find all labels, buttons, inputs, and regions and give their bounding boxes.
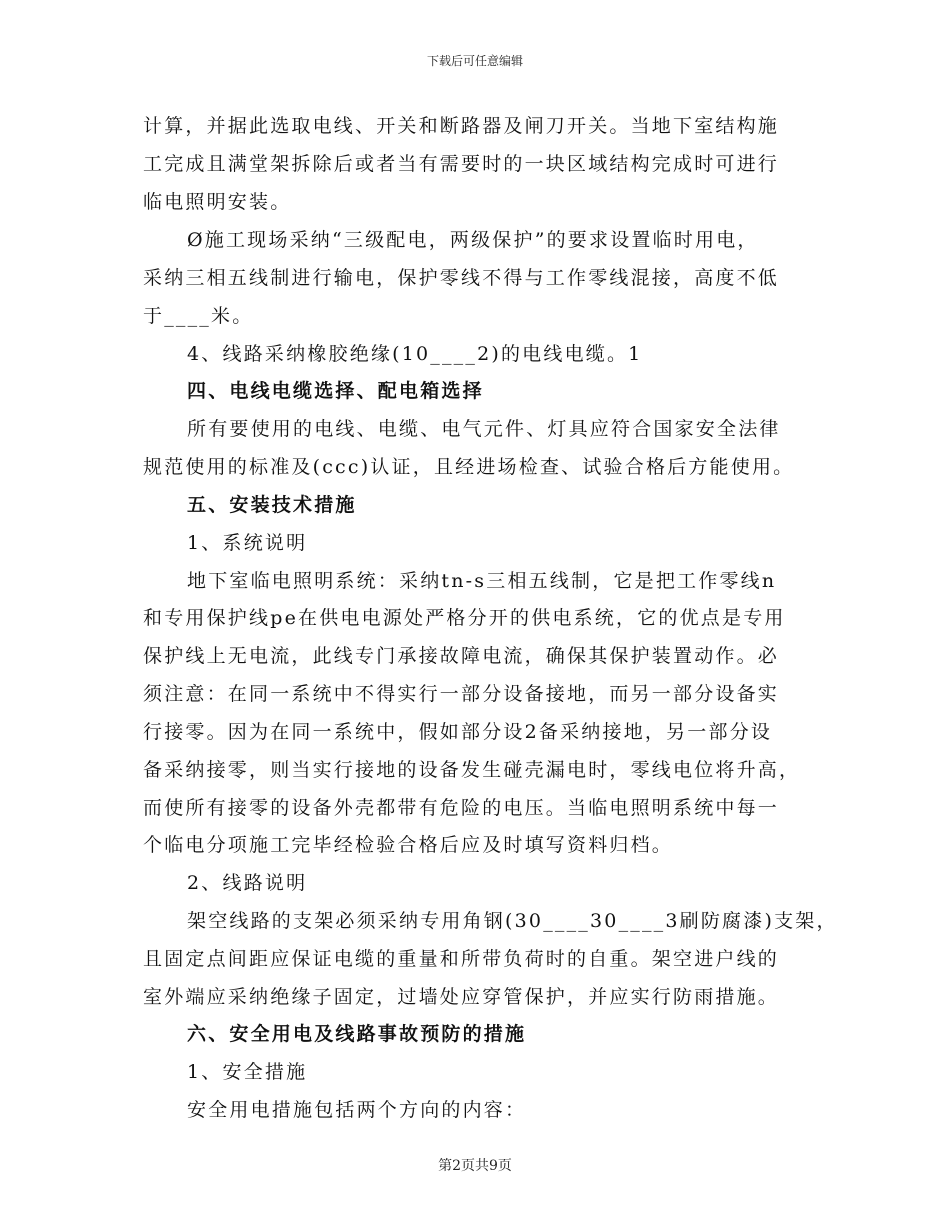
text-line: 安全用电措施包括两个方向的内容： xyxy=(187,1099,527,1121)
page-header: 下载后可任意编辑 xyxy=(426,54,523,68)
section-heading: 五、安装技术措施 xyxy=(187,494,357,516)
text-line: 工完成且满堂架拆除后或者当有需要时的一块区域结构完成时可进行 xyxy=(143,153,780,175)
text-line: 而使所有接零的设备外壳都带有危险的电压。当临电照明系统中每一 xyxy=(143,797,780,819)
text-line: 备采纳接零，则当实行接地的设备发生碰壳漏电时，零线电位将升高， xyxy=(143,759,801,781)
text-line: 行接零。因为在同一系统中，假如部分设2备采纳接地，另一部分设 xyxy=(143,721,773,743)
page-footer: 第2页共9页 xyxy=(438,1158,512,1174)
text-line: 临电照明安装。 xyxy=(143,191,292,213)
text-line: 室外端应采纳绝缘子固定，过墙处应穿管保护，并应实行防雨措施。 xyxy=(143,986,780,1008)
subsection-heading: 2、线路说明 xyxy=(187,872,308,894)
text-line: 个临电分项施工完毕经检验合格后应及时填写资料归档。 xyxy=(143,834,674,856)
text-line: 须注意：在同一系统中不得实行一部分设备接地，而另一部分设备实 xyxy=(143,683,780,705)
section-heading: 四、电线电缆选择、配电箱选择 xyxy=(187,380,484,402)
text-line: 计算，并据此选取电线、开关和断路器及闸刀开关。当地下室结构施 xyxy=(143,115,780,137)
text-line: 保护线上无电流，此线专门承接故障电流，确保其保护装置动作。必 xyxy=(143,645,780,667)
text-line: 和专用保护线pe在供电电源处严格分开的供电系统，它的优点是专用 xyxy=(143,607,786,629)
text-line: 4、线路采纳橡胶绝缘(10____2)的电线电缆。1 xyxy=(187,343,643,365)
text-line: 架空线路的支架必须采纳专用角钢(30____30____3刷防腐漆)支架， xyxy=(187,910,838,932)
text-line: 规范使用的标准及(ccc)认证，且经进场检查、试验合格后方能使用。 xyxy=(143,456,795,478)
text-line: 采纳三相五线制进行输电，保护零线不得与工作零线混接，高度不低 xyxy=(143,267,780,289)
text-line: 于____米。 xyxy=(143,305,254,327)
text-line: Ø施工现场采纳“三级配电，两级保护”的要求设置临时用电， xyxy=(187,229,759,251)
section-heading: 六、安全用电及线路事故预防的措施 xyxy=(187,1023,527,1045)
text-line: 地下室临电照明系统：采纳tn-s三相五线制，它是把工作零线n xyxy=(187,570,777,592)
text-line: 且固定点间距应保证电缆的重量和所带负荷时的自重。架空进户线的 xyxy=(143,948,780,970)
subsection-heading: 1、系统说明 xyxy=(187,532,308,554)
text-line: 所有要使用的电线、电缆、电气元件、灯具应符合国家安全法律 xyxy=(187,418,781,440)
subsection-heading: 1、安全措施 xyxy=(187,1061,308,1083)
